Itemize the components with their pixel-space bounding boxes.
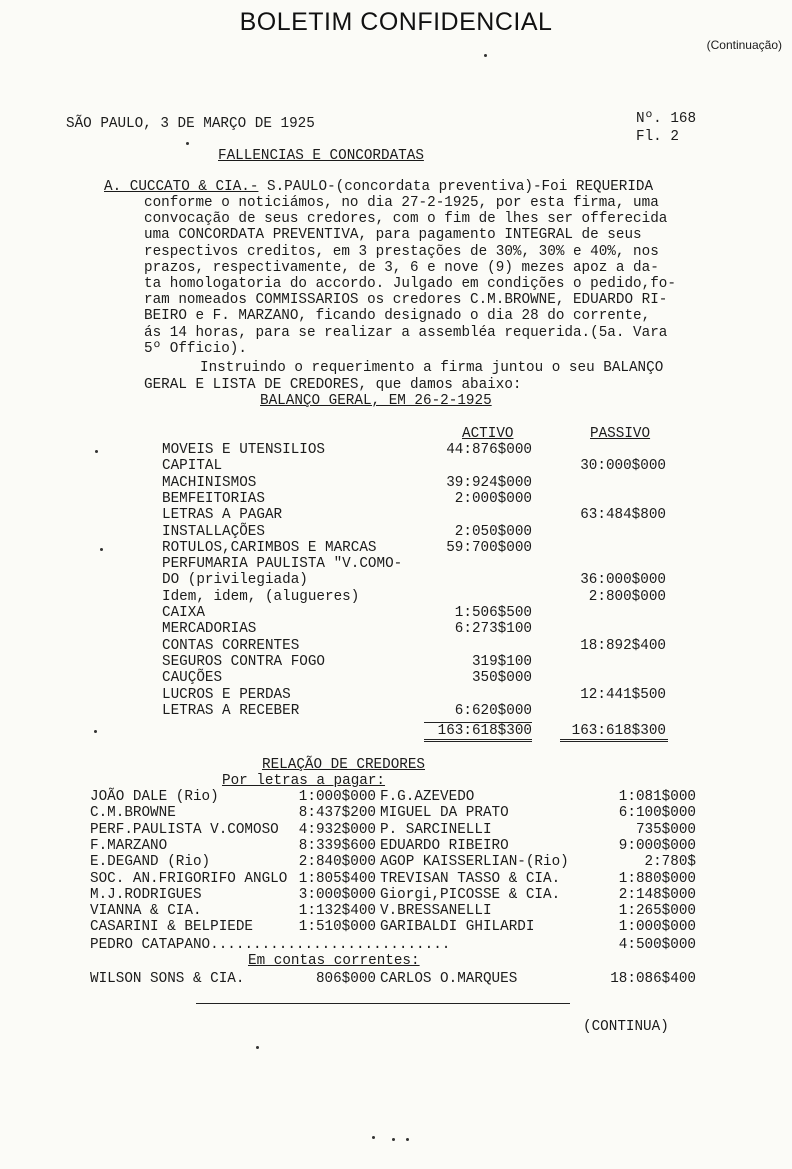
col-passivo: PASSIVO <box>590 426 651 442</box>
creditor-value-right: 2:780$ <box>644 854 696 871</box>
creditor-value-right: 9:000$000 <box>618 837 696 854</box>
balance-row-passivo: 2:800$000 <box>588 588 666 605</box>
creditor-value-left: 1:132$400 <box>298 903 376 920</box>
entry-line: respectivos creditos, em 3 prestações de 30%, 30% e 40%, nos <box>144 243 659 260</box>
balance-row-label: DO (privilegiada) <box>162 572 308 589</box>
creditor-name-left: C.M.BROWNE <box>90 805 176 822</box>
balance-row-passivo: 18:892$400 <box>580 637 666 654</box>
balance-row-label: CAUÇÕES <box>162 670 223 687</box>
creditor-name-right: MIGUEL DA PRATO <box>380 805 509 822</box>
creditor-value-right: 1:880$000 <box>618 870 696 887</box>
instruction-line-1: Instruindo o requerimento a firma juntou o seu BALANÇO <box>200 360 664 376</box>
creditor-value-right: 1:081$000 <box>618 789 696 805</box>
creditor-value-right: 735$000 <box>635 821 696 838</box>
creditor-name-right: V.BRESSANELLI <box>380 903 492 920</box>
creditors-sub-contas: Em contas correntes: <box>248 953 420 969</box>
balance-row-label: PERFUMARIA PAULISTA "V.COMO- <box>162 556 403 573</box>
creditor-value-left: 1:805$400 <box>298 870 376 887</box>
balance-row-label: CAPITAL <box>162 458 223 475</box>
balance-row-activo: 44:876$000 <box>446 442 532 458</box>
creditor-name-left: SOC. AN.FRIGORIFO ANGLO <box>90 870 288 887</box>
col-activo: ACTIVO <box>462 426 514 442</box>
balance-row-label: ROTULOS,CARIMBOS E MARCAS <box>162 539 377 556</box>
contas-value-1: 806$000 <box>315 971 376 987</box>
balance-row-label: CAIXA <box>162 605 205 621</box>
creditor-name-right: AGOP KAISSERLIAN-(Rio) <box>380 854 569 871</box>
creditor-value-left: 1:510$000 <box>298 919 376 936</box>
creditor-name-left: JOÃO DALE (Rio) <box>90 789 219 805</box>
total-passivo: 163:618$300 <box>571 723 666 739</box>
balance-row-activo: 2:000$000 <box>454 490 532 507</box>
creditor-name-left: VIANNA & CIA. <box>90 903 202 920</box>
creditor-value-left: 3:000$000 <box>298 886 376 903</box>
balance-row-passivo: 12:441$500 <box>580 686 666 703</box>
balance-row-passivo: 36:000$000 <box>580 572 666 589</box>
entry-line: uma CONCORDATA PREVENTIVA, para pagamento INTEGRAL de seus <box>144 227 642 244</box>
ink-speck <box>406 1138 409 1141</box>
ink-speck <box>372 1136 375 1139</box>
creditor-value-left: 4:932$000 <box>298 821 376 838</box>
creditor-last-name: PEDRO CATAPANO <box>90 937 211 953</box>
entry-line: ás 14 horas, para se realizar a assembléa requerida.(5a. Vara <box>144 324 668 341</box>
creditor-value-left: 8:437$200 <box>298 805 376 822</box>
balance-row-activo: 1:506$500 <box>454 605 532 621</box>
entry-line: prazos, respectivamente, de 3, 6 e nove (9) mezes apoz a da- <box>144 259 659 276</box>
creditor-name-right: EDUARDO RIBEIRO <box>380 837 509 854</box>
closing-rule <box>196 1003 570 1004</box>
continua-label: (CONTINUA) <box>583 1019 669 1035</box>
creditor-name-left: PERF.PAULISTA V.COMOSO <box>90 821 279 838</box>
total-activo: 163:618$300 <box>437 723 532 739</box>
entry-first-line-rest: S.PAULO-(concordata preventiva)-Foi REQUERIDA <box>258 179 654 195</box>
balance-row-label: BEMFEITORIAS <box>162 490 265 507</box>
balance-row-label: INSTALLAÇÕES <box>162 523 265 540</box>
entry-first-line <box>104 179 653 195</box>
ink-speck <box>392 1138 395 1141</box>
balance-row-activo: 6:620$000 <box>454 702 532 719</box>
creditor-name-right: GARIBALDI GHILARDI <box>380 919 535 936</box>
creditor-value-left: 8:339$600 <box>298 837 376 854</box>
creditor-value-left: 1:000$000 <box>298 789 376 805</box>
bulletin-title: BOLETIM CONFIDENCIAL <box>239 8 553 36</box>
creditor-last-row <box>90 937 450 953</box>
entry-line: conforme o noticiámos, no dia 27-2-1925, por esta firma, uma <box>144 195 659 211</box>
creditor-name-right: F.G.AZEVEDO <box>380 789 475 805</box>
balance-row-activo: 59:700$000 <box>446 539 532 556</box>
creditor-name-left: F.MARZANO <box>90 837 168 854</box>
contas-value-2: 18:086$400 <box>610 971 696 987</box>
sheet-number: Fl. 2 <box>636 129 679 145</box>
balance-row-activo: 319$100 <box>471 653 532 670</box>
creditor-name-right: Giorgi,PICOSSE & CIA. <box>380 886 561 903</box>
bulletin-number: Nº. 168 <box>636 111 697 127</box>
creditor-value-right: 2:148$000 <box>618 886 696 903</box>
entry-line: convocação de seus credores, com o fim de lhes ser offerecida <box>144 211 668 228</box>
contas-name-2: CARLOS O.MARQUES <box>380 971 518 987</box>
creditors-sub-letras: Por letras a pagar: <box>222 773 386 789</box>
creditor-name-right: P. SARCINELLI <box>380 821 492 838</box>
balance-row-activo: 39:924$000 <box>446 474 532 491</box>
entry-line: ram nomeados COMMISSARIOS os credores C.M.BROWNE, EDUARDO RI- <box>144 292 668 309</box>
balance-row-label: LUCROS E PERDAS <box>162 686 291 703</box>
dot-leader: ............................ <box>210 937 451 953</box>
activo-total-double-rule <box>424 739 532 742</box>
entry-line: BEIRO e F. MARZANO, ficando designado o dia 28 do corrente, <box>144 308 651 325</box>
ink-speck <box>100 548 103 551</box>
balance-row-passivo: 30:000$000 <box>580 458 666 475</box>
creditor-name-left: M.J.RODRIGUES <box>90 886 202 903</box>
balance-row-activo: 350$000 <box>471 670 532 687</box>
balance-row-passivo: 63:484$800 <box>580 507 666 524</box>
ink-speck <box>256 1046 259 1049</box>
instruction-line-2: GERAL E LISTA DE CREDORES, que damos abaixo: <box>144 377 522 393</box>
creditors-title: RELAÇÃO DE CREDORES <box>262 757 426 773</box>
firm-name: A. CUCCATO & CIA.- <box>104 179 259 195</box>
passivo-total-double-rule <box>560 739 668 742</box>
creditor-last-value: 4:500$000 <box>618 937 696 953</box>
entry-line: 5º Officio). <box>144 340 247 357</box>
ink-speck <box>484 54 487 57</box>
creditor-value-right: 1:265$000 <box>618 903 696 920</box>
balance-row-label: Idem, idem, (alugueres) <box>162 588 360 605</box>
balance-row-activo: 2:050$000 <box>454 523 532 540</box>
balance-row-label: MOVEIS E UTENSILIOS <box>162 442 326 458</box>
creditor-value-right: 1:000$000 <box>618 919 696 936</box>
creditor-value-left: 2:840$000 <box>298 854 376 871</box>
creditor-value-right: 6:100$000 <box>618 805 696 822</box>
balance-row-label: SEGUROS CONTRA FOGO <box>162 653 326 670</box>
balance-row-activo: 6:273$100 <box>454 621 532 638</box>
balance-row-label: LETRAS A PAGAR <box>162 507 283 524</box>
balance-row-label: MACHINISMOS <box>162 474 257 491</box>
creditor-name-left: E.DEGAND (Rio) <box>90 854 211 871</box>
balance-row-label: LETRAS A RECEBER <box>162 702 300 719</box>
section-title: FALLENCIAS E CONCORDATAS <box>218 148 424 164</box>
ink-speck <box>94 730 97 733</box>
place-date: SÃO PAULO, 3 DE MARÇO DE 1925 <box>66 116 315 132</box>
continuation-label: (Continuação) <box>706 38 782 52</box>
creditor-name-right: TREVISAN TASSO & CIA. <box>380 870 561 887</box>
ink-speck <box>186 142 189 145</box>
balance-row-label: CONTAS CORRENTES <box>162 637 300 654</box>
balance-title: BALANÇO GERAL, EM 26-2-1925 <box>260 393 492 409</box>
ink-speck <box>95 450 98 453</box>
contas-name-1: WILSON SONS & CIA. <box>90 971 245 987</box>
balance-row-label: MERCADORIAS <box>162 621 257 638</box>
entry-line: ta homologatoria do accordo. Julgado em condições o pedido,fo- <box>144 276 676 292</box>
creditor-name-left: CASARINI & BELPIEDE <box>90 919 254 936</box>
